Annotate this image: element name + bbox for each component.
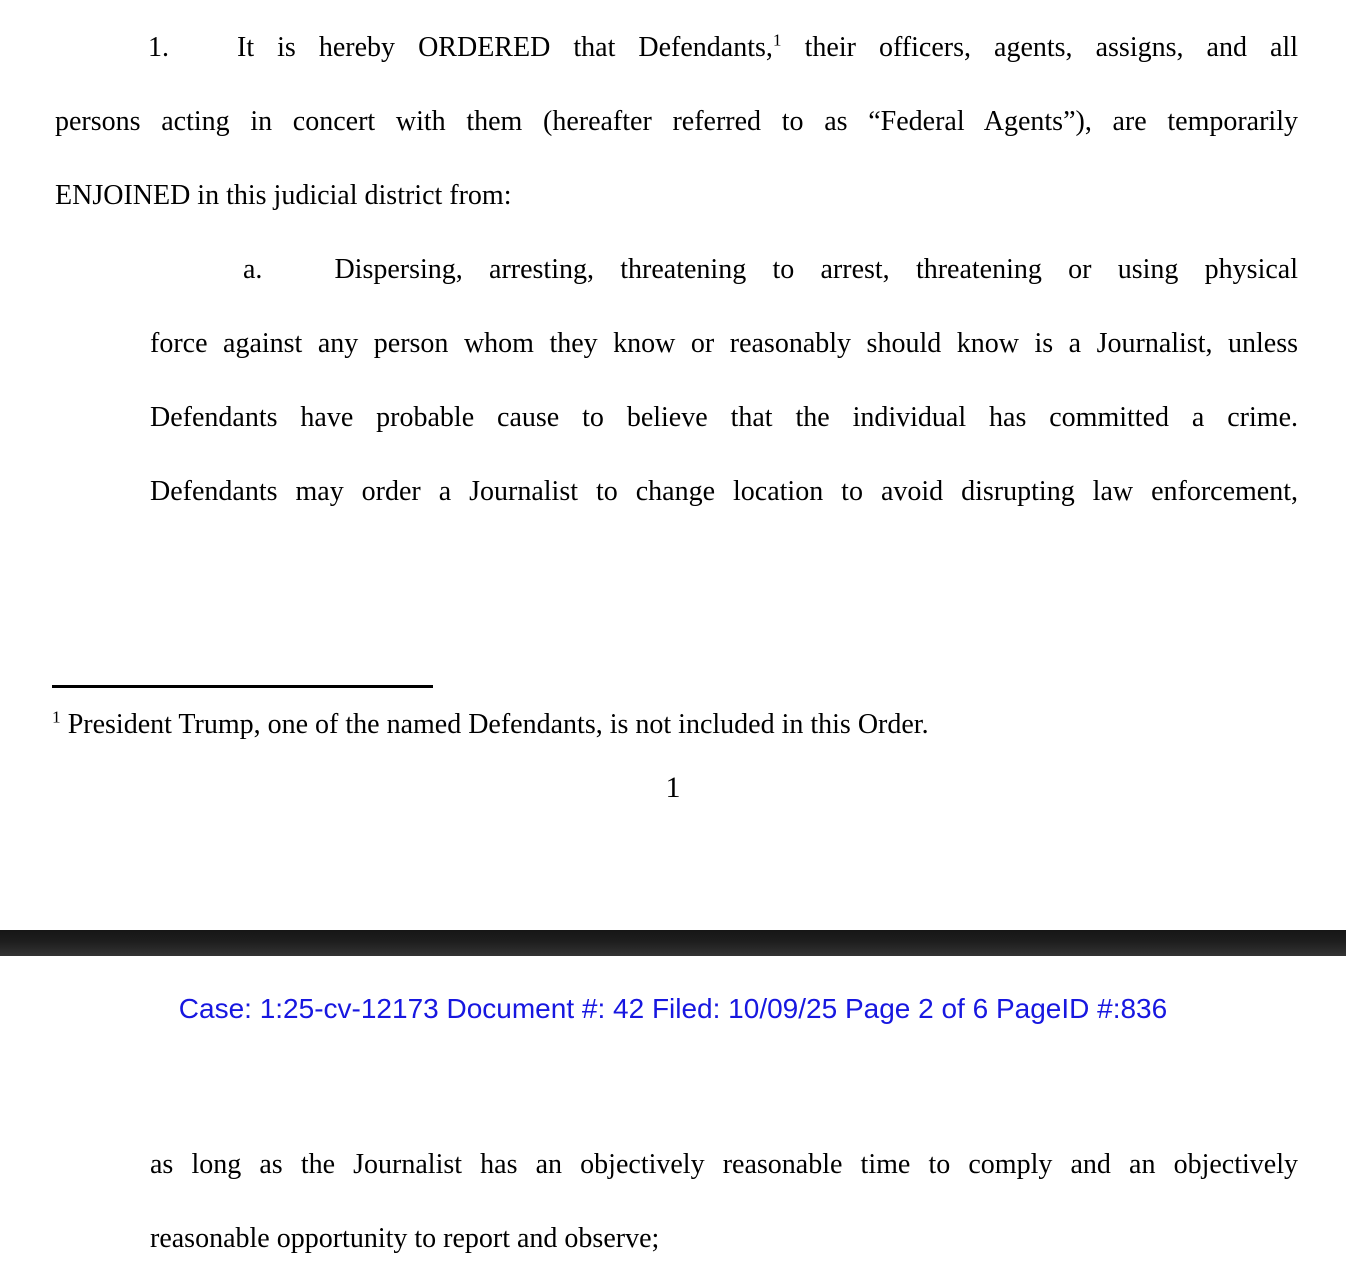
- subparagraph-a-text: Dispersing, arresting, threatening to arrest, threatening or using physical: [334, 254, 1298, 285]
- paragraph-1-text-before-footnote-ref: It is hereby ORDERED that Defendants,: [237, 32, 773, 63]
- continuation-line-1: as long as the Journalist has an objectively reasonable time to comply and an objectively: [150, 1149, 1298, 1180]
- order-subparagraph-a: [150, 233, 1298, 529]
- paragraph-1-line-1: [55, 11, 1298, 85]
- continuation-line-2: reasonable opportunity to report and observe;: [150, 1223, 660, 1254]
- subparagraph-a-continuation: [150, 1128, 1298, 1276]
- footnote-text: President Trump, one of the named Defendants, is not included in this Order.: [67, 709, 929, 740]
- subparagraph-a-line-1: [150, 233, 1298, 307]
- page-break-bar: [0, 930, 1346, 956]
- paragraph-1-line-3: ENJOINED in this judicial district from:: [55, 180, 512, 211]
- subparagraph-a-line-4: Defendants may order a Journalist to change location to avoid disrupting law enforcement,: [150, 476, 1298, 507]
- subparagraph-letter: a.: [243, 254, 263, 285]
- subparagraph-a-line-2: force against any person whom they know or reasonably should know is a Journalist, unless: [150, 328, 1298, 359]
- footnote: [52, 703, 1292, 747]
- ecf-case-stamp: Case: 1:25-cv-12173 Document #: 42 Filed: 10/09/25 Page 2 of 6 PageID #:836: [178, 993, 1168, 1024]
- order-paragraph-1: [55, 11, 1298, 233]
- subparagraph-a-line-3: Defendants have probable cause to believe that the individual has committed a crime.: [150, 402, 1298, 433]
- footnote-reference-marker: 1: [772, 30, 782, 50]
- paragraph-1-text-after-footnote-ref: their officers, agents, assigns, and all: [804, 32, 1298, 63]
- paragraph-number: 1.: [148, 32, 169, 63]
- paragraph-1-line-2: persons acting in concert with them (hereafter referred to as “Federal Agents”), are temporarily: [55, 106, 1298, 137]
- footnote-marker: 1: [52, 707, 61, 727]
- page-number: 1: [665, 771, 681, 804]
- footnote-separator-rule: [52, 685, 433, 688]
